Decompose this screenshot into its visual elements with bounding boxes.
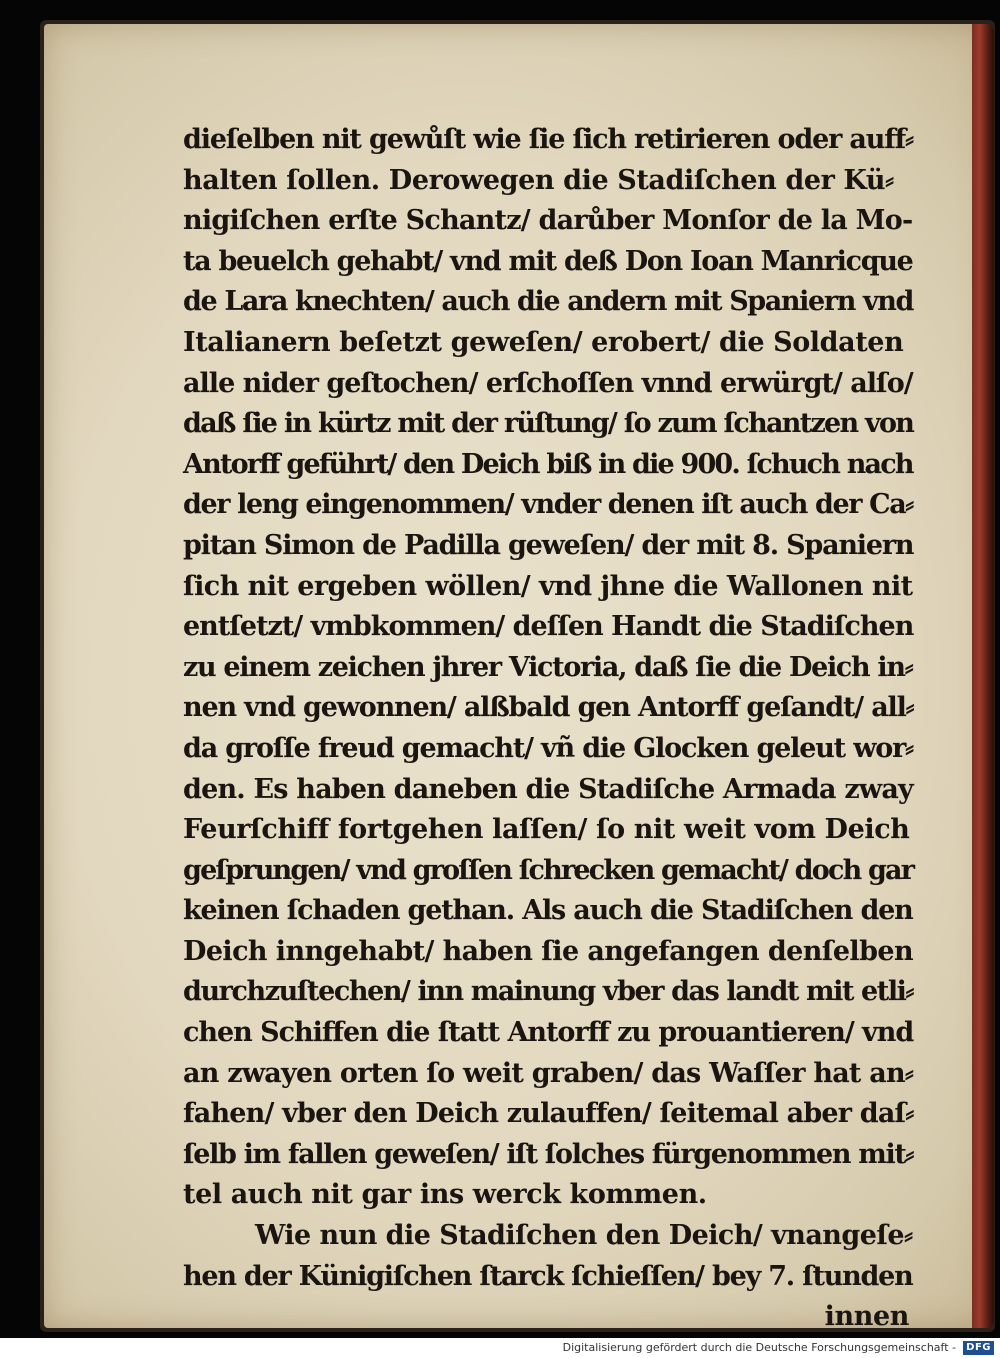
page-text xyxy=(183,120,913,1338)
footer-bar xyxy=(0,1338,1000,1358)
text-line: ta beuelch gehabt/ vnd mit deß Don Ioan Manricque xyxy=(183,245,913,277)
text-line: der leng eingenommen/ vnder denen iſt auch der Ca⸗ xyxy=(183,489,913,521)
text-line: ſich nit ergeben wöllen/ vnd jhne die Wallonen nit xyxy=(183,570,913,602)
text-line: keinen ſchaden gethan. Als auch die Stadiſchen den xyxy=(183,895,913,927)
text-line: ſelb im fallen geweſen/ iſt ſolches fürgenommen mit⸗ xyxy=(183,1138,914,1170)
text-line: dieſelben nit gewůſt wie ſie ſich retirieren oder auff⸗ xyxy=(183,124,913,155)
text-line: halten ſollen. Derowegen die Stadiſchen der Kü⸗ xyxy=(183,164,894,196)
text-line: de Lara knechten/ auch die andern mit Spaniern vnd xyxy=(183,286,914,318)
text-line: nigiſchen erſte Schantz/ darůber Monſor de la Mo- xyxy=(183,205,913,237)
text-line: daß ſie in kürtz mit der rüſtung/ ſo zum ſchantzen von xyxy=(183,408,914,440)
dfg-logo: DFG xyxy=(963,1341,994,1355)
text-line: an zwayen orten ſo weit graben/ das Waſſer hat an⸗ xyxy=(183,1057,914,1089)
text-line: tel auch nit gar ins werck kommen. xyxy=(183,1179,707,1211)
text-line: den. Es haben daneben die Stadiſche Armada zway xyxy=(183,773,913,805)
text-line: Antorff geführt/ den Deich biß in die 900. ſchuch nach xyxy=(183,448,913,480)
text-line: fahen/ vber den Deich zulauffen/ ſeitemal aber daſ⸗ xyxy=(183,1098,914,1130)
funding-credit: Digitalisierung gefördert durch die Deutsche Forschungsgemeinschaft - xyxy=(562,1341,956,1354)
text-line: nen vnd gewonnen/ alßbald gen Antorff geſandt/ all⸗ xyxy=(183,692,914,724)
paragraph-start-line: Wie nun die Stadiſchen den Deich/ vnangeſe⸗ xyxy=(255,1220,913,1252)
book-edge xyxy=(972,24,994,1328)
text-line: da groſſe freud gemacht/ vñ die Glocken geleut wor⸗ xyxy=(183,732,913,764)
text-line: Feurſchiff fortgehen laſſen/ ſo nit weit vom Deich xyxy=(183,814,910,846)
text-line: durchzuſtechen/ inn mainung vber das landt mit etli⸗ xyxy=(183,976,914,1008)
text-line: hen der Künigiſchen ſtarck ſchieſſen/ bey 7. ſtunden xyxy=(183,1260,913,1292)
text-line: geſprungen/ vnd groſſen ſchrecken gemacht/ doch gar xyxy=(183,854,914,886)
text-line: pitan Simon de Padilla geweſen/ der mit 8. Spaniern xyxy=(183,529,914,561)
text-line: zu einem zeichen jhrer Victoria, daß ſie die Deich in⸗ xyxy=(183,651,913,683)
text-line: chen Schiffen die ſtatt Antorff zu prouantieren/ vnd xyxy=(183,1017,914,1049)
text-line: Italianern beſetzt geweſen/ erobert/ die Soldaten xyxy=(183,326,904,358)
text-line: Deich inngehabt/ haben ſie angefangen denſelben xyxy=(183,935,913,967)
catchword: innen xyxy=(824,1301,909,1333)
text-line: entſetzt/ vmbkommen/ deſſen Handt die Stadiſchen xyxy=(183,611,914,643)
text-line: alle nider geſtochen/ erſchoſſen vnnd erwürgt/ alſo/ xyxy=(183,367,913,399)
